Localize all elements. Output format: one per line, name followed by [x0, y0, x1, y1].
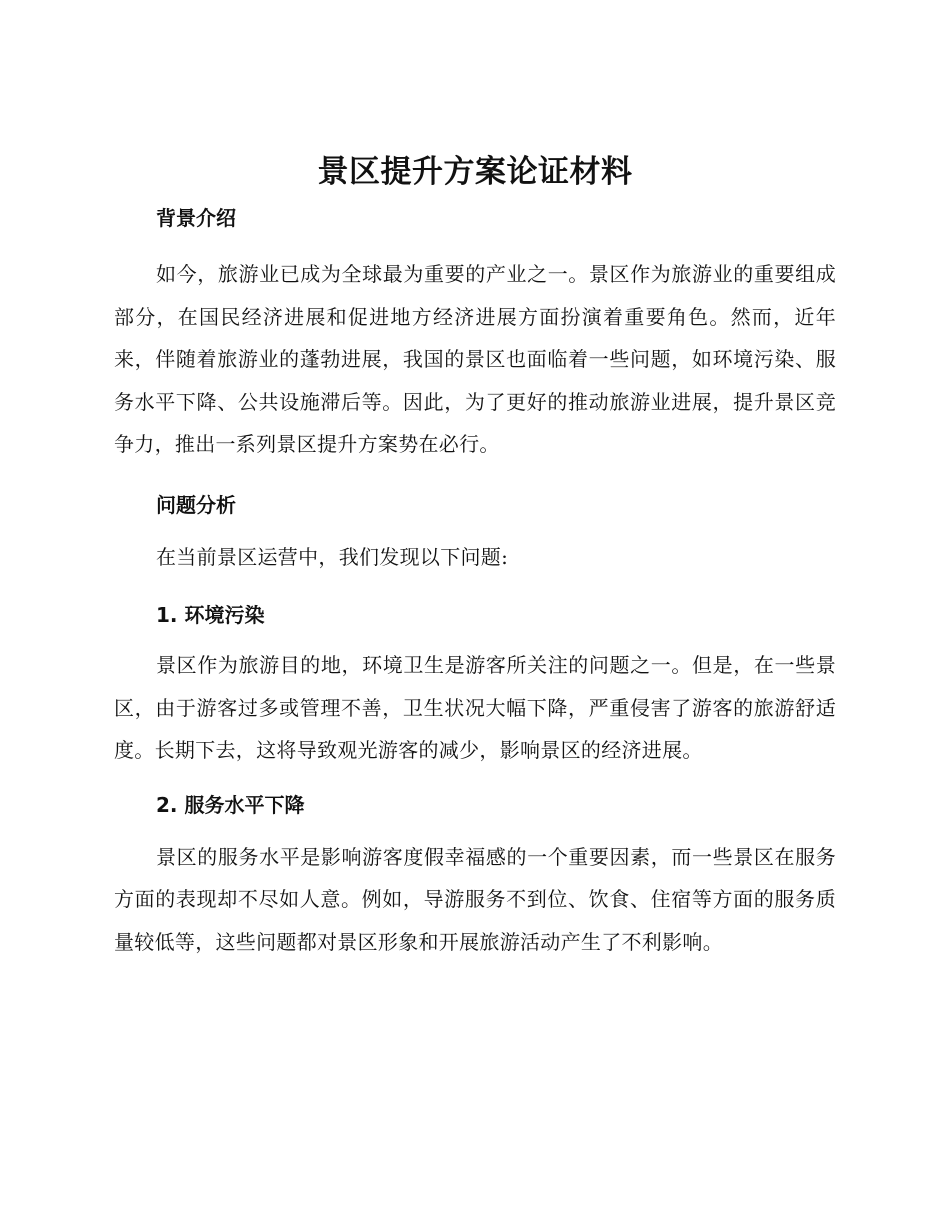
- document-title: 景区提升方案论证材料: [317, 154, 633, 190]
- background-paragraph: 如今，旅游业已成为全球最为重要的产业之一。景区作为旅游业的重要组成部分，在国民经济进展和促进地方经济进展方面扮演着重要角色。然而，近年来，伴随着旅游业的蓬勃进展，我国的景区也面临着一些问题，如环境污染、服务水平下降、公共设施滞后等。因此，为了更好的推动旅游业进展，提升景区竞争力，推出一系列景区提升方案势在必行。: [114, 262, 836, 456]
- section-heading-issue-analysis: 问题分析: [156, 492, 236, 517]
- subheading-service-decline: 2. 服务水平下降: [156, 792, 305, 817]
- issue-intro-paragraph: 在当前景区运营中，我们发现以下问题:: [156, 544, 509, 569]
- subheading-environment-pollution: 1. 环境污染: [156, 603, 265, 627]
- environment-paragraph: 景区作为旅游目的地，环境卫生是游客所关注的问题之一。但是，在一些景区，由于游客过多或管理不善，卫生状况大幅下降，严重侵害了游客的旅游舒适度。长期下去，这将导致观光游客的减少，影响景区的经济进展。: [114, 653, 836, 762]
- section-heading-background: 背景介绍: [156, 206, 236, 230]
- service-paragraph: 景区的服务水平是影响游客度假幸福感的一个重要因素，而一些景区在服务方面的表现却不尽如人意。例如，导游服务不到位、饮食、住宿等方面的服务质量较低等，这些问题都对景区形象和开展旅游活动产生了不利影响。: [114, 844, 836, 954]
